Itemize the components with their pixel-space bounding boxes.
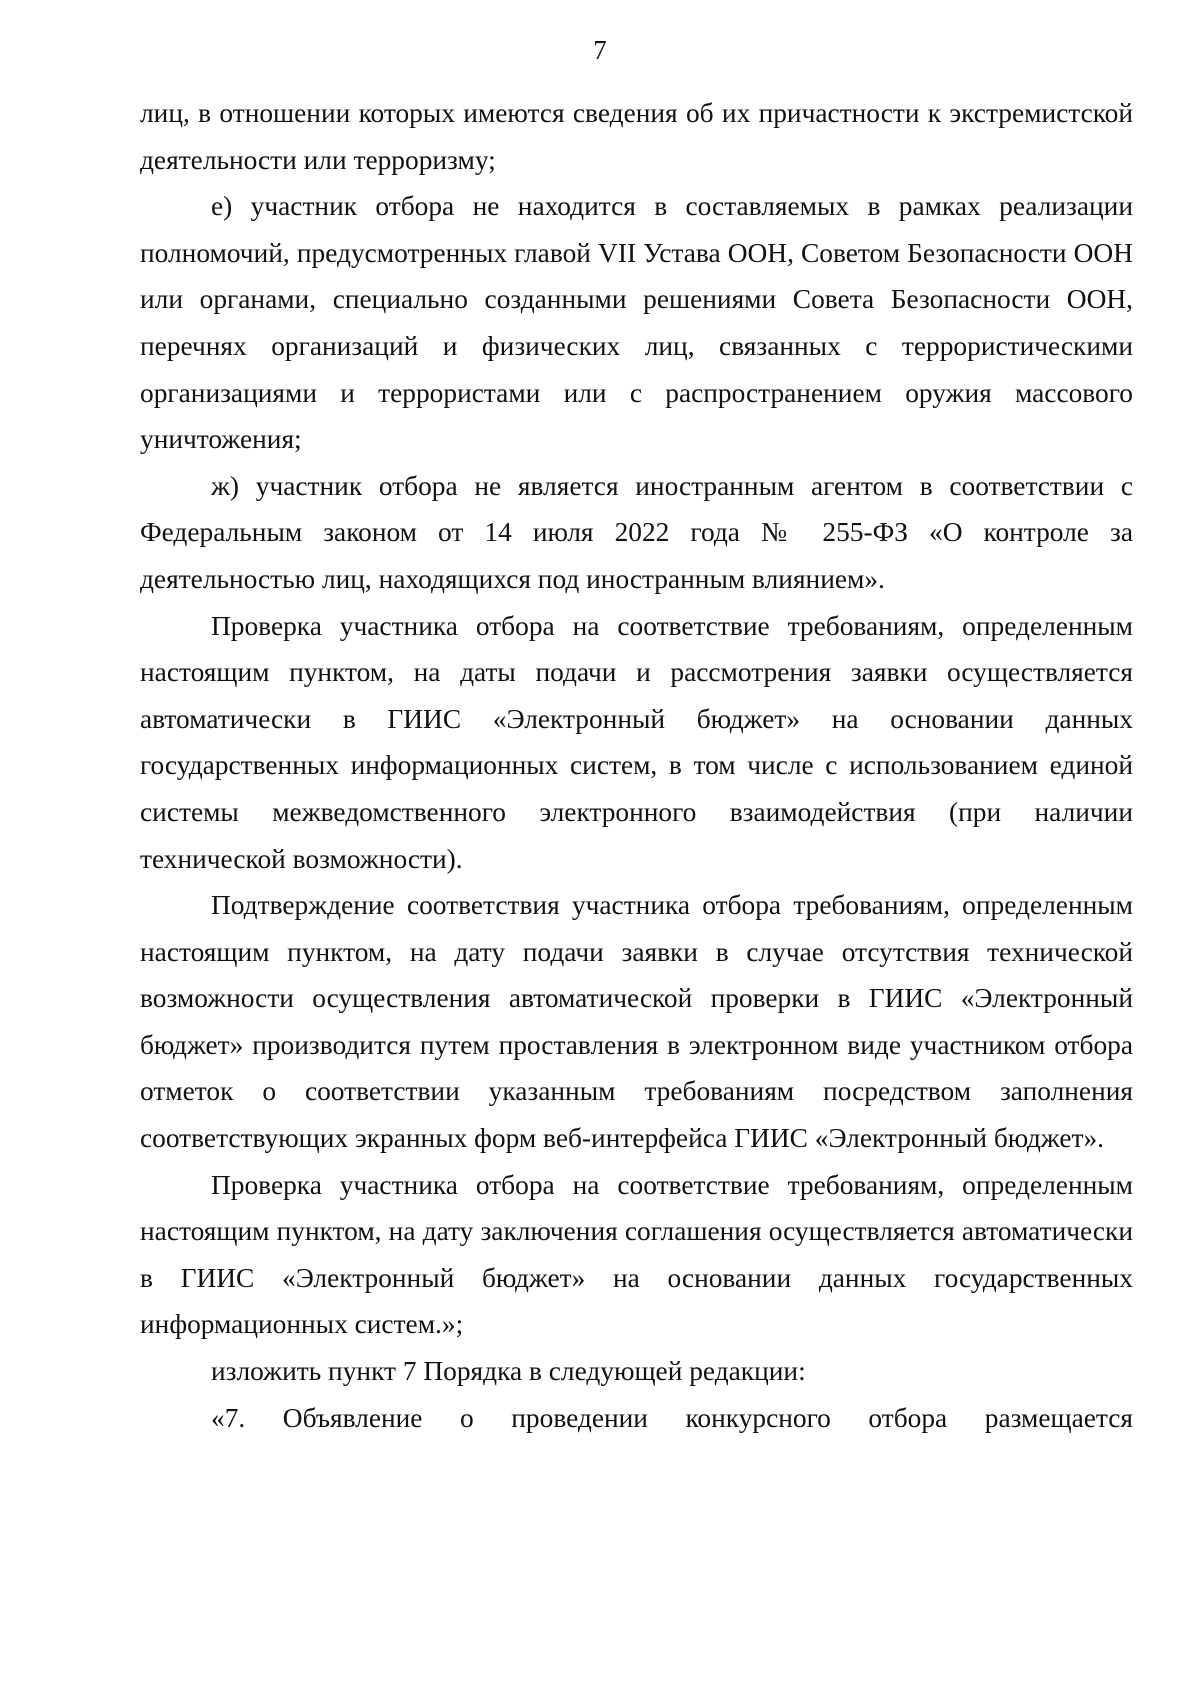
paragraph-item-zh: ж) участник отбора не является иностранным агентом в соответствии с Федеральным законом от 14 июля 2022 года № 255-ФЗ «О контроле за деятельностью лиц, находящихся под иностранным влиянием».	[140, 470, 1133, 594]
paragraph-item-7: «7. Объявление о проведении конкурсного отбора размещается	[211, 1402, 1133, 1433]
paragraph-verification-agreement: Проверка участника отбора на соответствие требованиям, определенным настоящим пунктом, на дату заключения соглашения осуществляется автоматически в ГИИС «Электронный бюджет» на основании данных государственных информационных систем.»;	[140, 1169, 1133, 1340]
paragraph-continuation: лиц, в отношении которых имеются сведения об их причастности к экстремистской деятельности или терроризму;	[140, 98, 1133, 175]
paragraph-confirmation: Подтверждение соответствия участника отбора требованиям, определенным настоящим пунктом, на дату подачи заявки в случае отсутствия технической возможности осуществления автоматической проверки в ГИИС «Электронный бюджет» производится путем проставления в электронном виде участником отбора отметок о соответствии указанным требованиям посредством заполнения соответствующих экранных форм веб-интерфейса ГИИС «Электронный бюджет».	[140, 890, 1133, 1154]
page-number: 7	[593, 35, 607, 65]
document-body	[140, 90, 1133, 1441]
paragraph-verification-dates: Проверка участника отбора на соответствие требованиям, определенным настоящим пунктом, на даты подачи и рассмотрения заявки осуществляется автоматически в ГИИС «Электронный бюджет» на основании данных государственных информационных систем, в том числе с использованием единой системы межведомственного электронного взаимодействия (при наличии технической возможности).	[140, 610, 1133, 874]
paragraph-item-e: е) участник отбора не находится в составляемых в рамках реализации полномочий, предусмотренных главой VII Устава ООН, Советом Безопасности ООН или органами, специально созданными решениями Совета Безопасности ООН, перечнях организаций и физических лиц, связанных с террористическими организациями и террористами или с распространением оружия массового уничтожения;	[140, 191, 1133, 455]
paragraph-instruction: изложить пункт 7 Порядка в следующей редакции:	[211, 1356, 806, 1387]
